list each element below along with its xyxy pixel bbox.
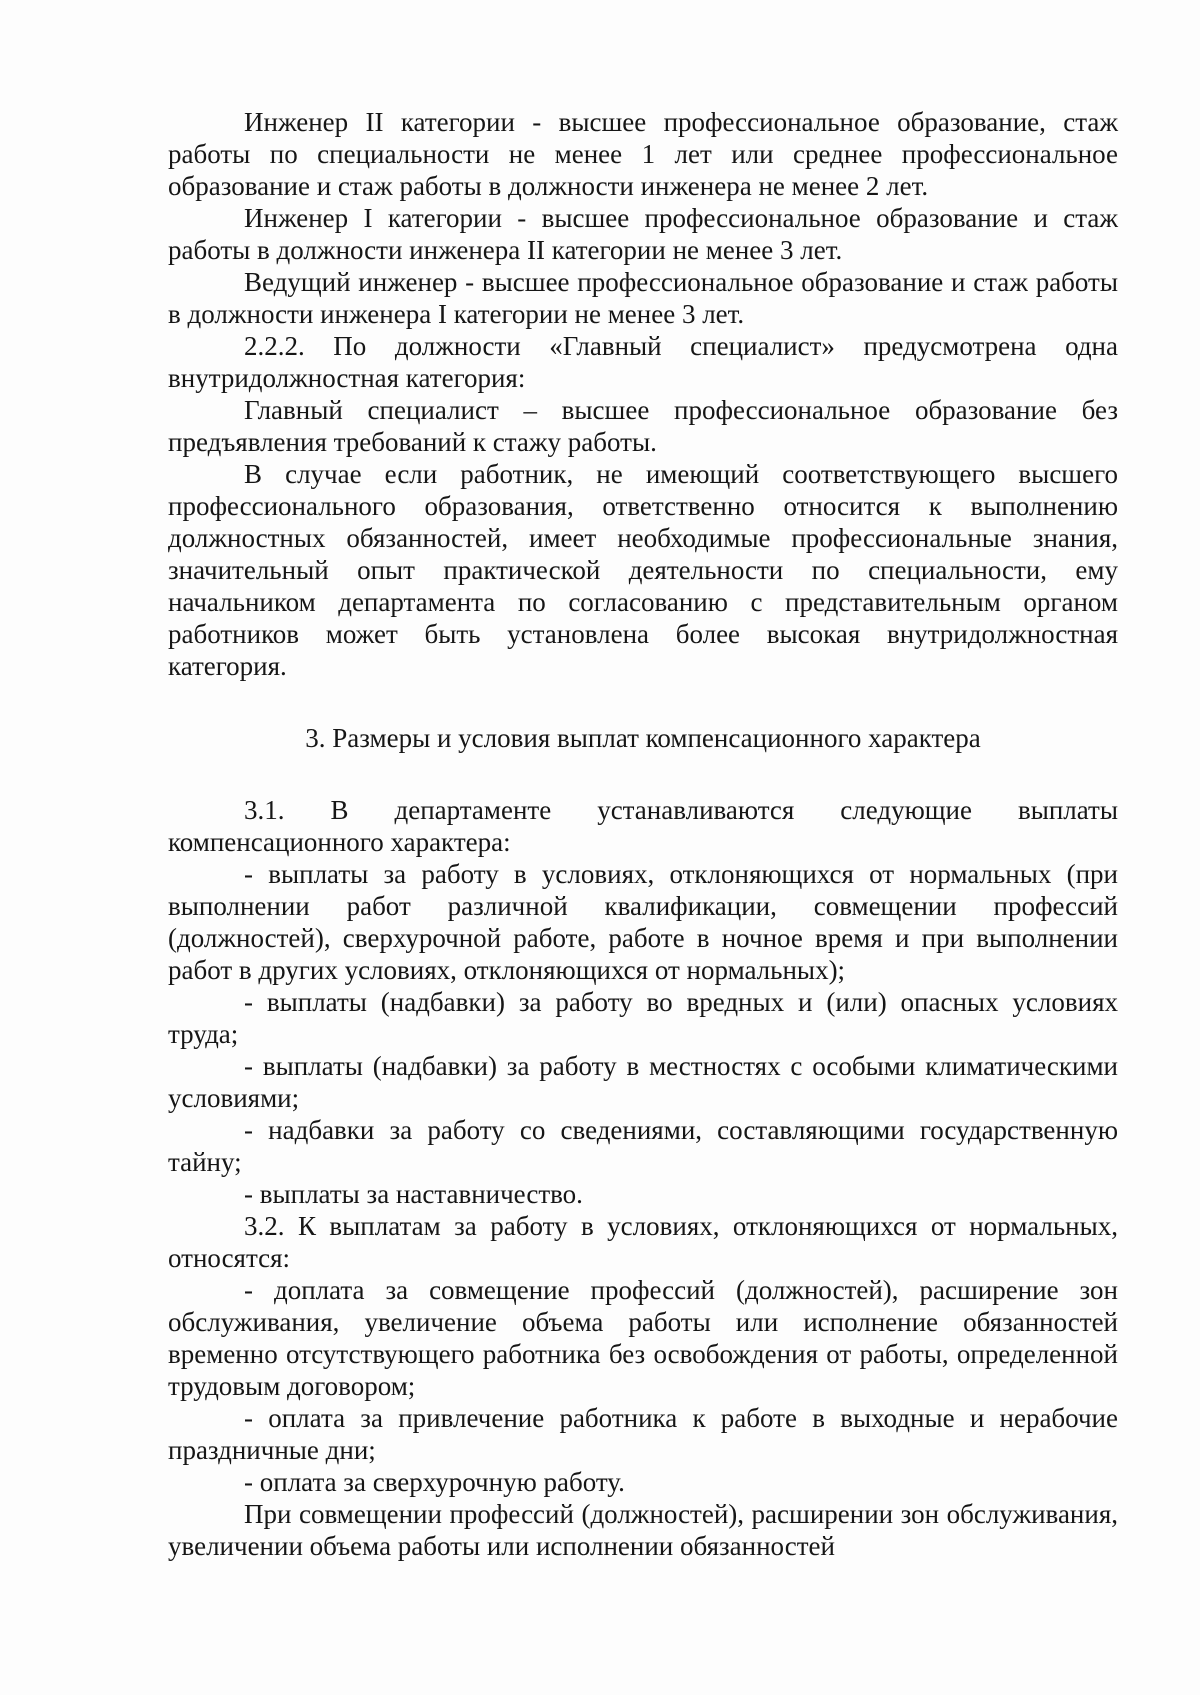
list-item: - оплата за привлечение работника к работе в выходные и нерабочие праздничные дни; xyxy=(168,1403,1118,1465)
list-item: - надбавки за работу со сведениями, составляющими государственную тайну; xyxy=(168,1115,1118,1177)
list-item: - выплаты за наставничество. xyxy=(244,1179,583,1209)
document-body xyxy=(168,106,1118,1562)
paragraph-3-2: 3.2. К выплатам за работу в условиях, отклоняющихся от нормальных, относятся: xyxy=(168,1211,1118,1273)
list-item: - выплаты за работу в условиях, отклоняющихся от нормальных (при выполнении работ различной квалификации, совмещении профессий (должностей), сверхурочной работе, работе в ночное время и при выполнении работ в других условиях, отклоняющихся от нормальных); xyxy=(168,859,1118,985)
paragraph-lead-engineer: Ведущий инженер - высшее профессиональное образование и стаж работы в должности инженера I категории не менее 3 лет. xyxy=(168,267,1118,329)
paragraph-engineer-2: Инженер II категории - высшее профессиональное образование, стаж работы по специальности не менее 1 лет или среднее профессиональное образование и стаж работы в должности инженера не менее 2 лет. xyxy=(168,107,1118,201)
paragraph-engineer-1: Инженер I категории - высшее профессиональное образование и стаж работы в должности инженера II категории не менее 3 лет. xyxy=(168,203,1118,265)
section-heading: 3. Размеры и условия выплат компенсационного характера xyxy=(305,723,981,753)
list-item: - выплаты (надбавки) за работу в местностях с особыми климатическими условиями; xyxy=(168,1051,1118,1113)
paragraph-exception-case: В случае если работник, не имеющий соответствующего высшего профессионального образования, ответственно относится к выполнению должностных обязанностей, имеет необходимые профессиональные знания, значительный опыт практической деятельности по специальности, ему начальником департамента по согласованию с представительным органом работников может быть установлена более высокая внутридолжностная категория. xyxy=(168,459,1118,681)
list-item: - оплата за сверхурочную работу. xyxy=(244,1467,625,1497)
paragraph-2-2-2: 2.2.2. По должности «Главный специалист» предусмотрена одна внутридолжностная категория: xyxy=(168,331,1118,393)
paragraph-3-1: 3.1. В департаменте устанавливаются следующие выплаты компенсационного характера: xyxy=(168,795,1118,857)
list-item: - доплата за совмещение профессий (должностей), расширение зон обслуживания, увеличение объема работы или исполнение обязанностей временно отсутствующего работника без освобождения от работы, определенной трудовым договором; xyxy=(168,1275,1118,1401)
paragraph-combination: При совмещении профессий (должностей), расширении зон обслуживания, увеличении объема работы или исполнении обязанностей xyxy=(168,1499,1118,1561)
list-item: - выплаты (надбавки) за работу во вредных и (или) опасных условиях труда; xyxy=(168,987,1118,1049)
paragraph-chief-specialist: Главный специалист – высшее профессиональное образование без предъявления требований к стажу работы. xyxy=(168,395,1118,457)
